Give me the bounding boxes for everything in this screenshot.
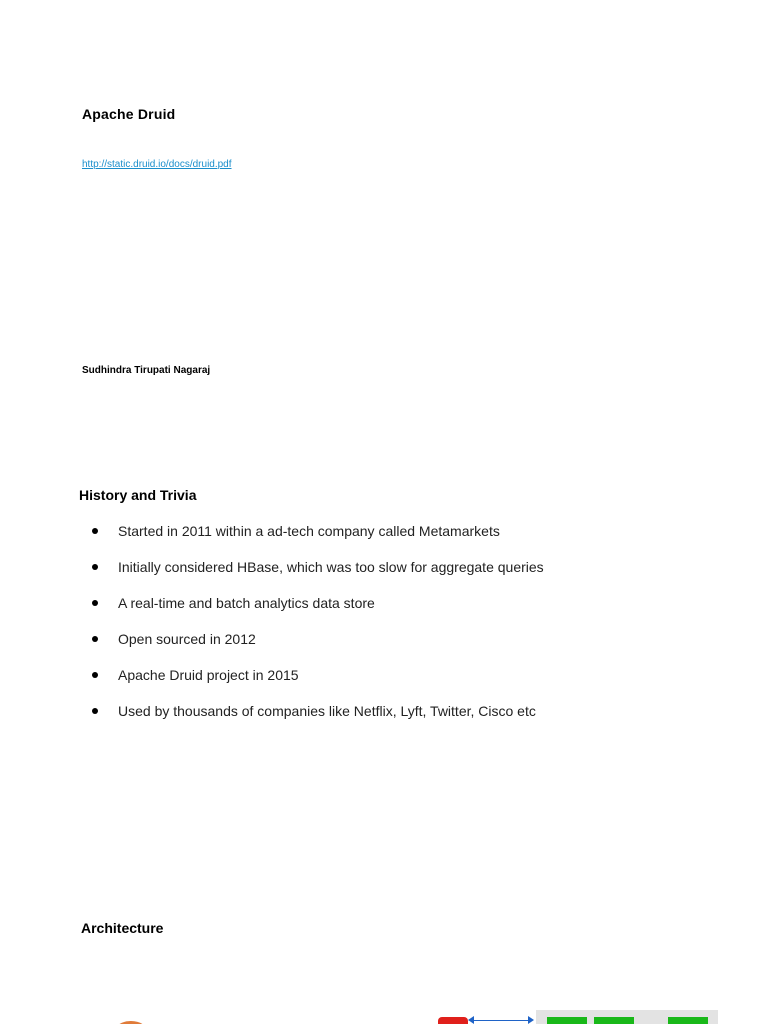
bullet-icon: [92, 528, 98, 534]
list-item: [90, 629, 544, 665]
document-title: Apache Druid: [82, 106, 176, 122]
list-item-text: Open sourced in 2012: [118, 631, 256, 647]
diagram-green-node: [594, 1017, 634, 1024]
list-item-text: Used by thousands of companies like Netflix, Lyft, Twitter, Cisco etc: [118, 703, 536, 719]
architecture-diagram: [0, 1005, 768, 1024]
list-item-text: A real-time and batch analytics data store: [118, 595, 375, 611]
architecture-heading: Architecture: [81, 920, 164, 936]
list-item: [90, 701, 544, 737]
list-item: [90, 557, 544, 593]
arrow-right-icon: [528, 1016, 534, 1024]
druid-pdf-link[interactable]: http://static.druid.io/docs/druid.pdf: [82, 159, 232, 170]
bullet-icon: [92, 708, 98, 714]
diagram-green-node: [547, 1017, 587, 1024]
history-heading: History and Trivia: [79, 487, 197, 503]
bullet-icon: [92, 672, 98, 678]
list-item: [90, 521, 544, 557]
author-name: Sudhindra Tirupati Nagaraj: [82, 365, 211, 376]
diagram-green-node: [668, 1017, 708, 1024]
bullet-icon: [92, 600, 98, 606]
bullet-icon: [92, 636, 98, 642]
bullet-icon: [92, 564, 98, 570]
list-item: [90, 593, 544, 629]
history-bullet-list: [90, 521, 544, 737]
list-item: [90, 665, 544, 701]
list-item-text: Apache Druid project in 2015: [118, 667, 299, 683]
list-item-text: Initially considered HBase, which was too slow for aggregate queries: [118, 559, 544, 575]
diagram-red-node: [438, 1017, 468, 1024]
diagram-arrow: [470, 1020, 532, 1021]
arrow-left-icon: [468, 1016, 474, 1024]
list-item-text: Started in 2011 within a ad-tech company called Metamarkets: [118, 523, 500, 539]
